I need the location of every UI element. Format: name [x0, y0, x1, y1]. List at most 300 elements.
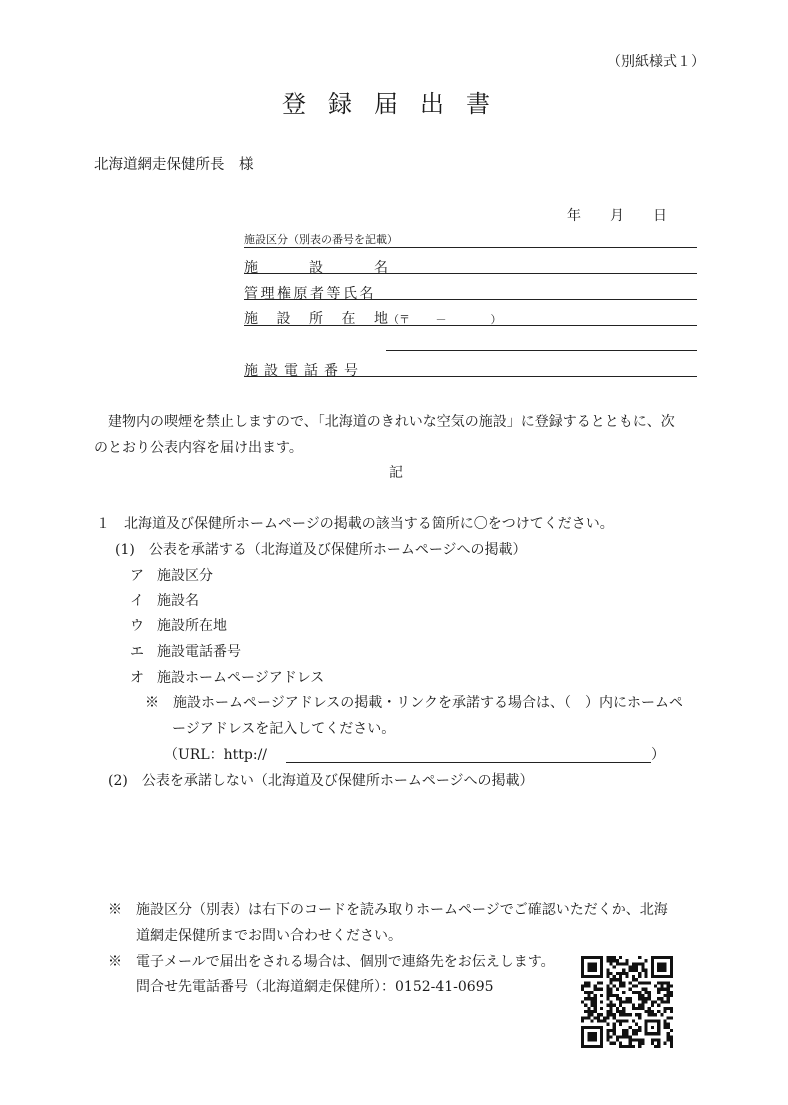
qr-module — [616, 978, 619, 981]
qr-module — [616, 1038, 619, 1041]
qr-module — [638, 1042, 641, 1045]
qr-module — [641, 962, 644, 965]
qr-module — [667, 1007, 670, 1010]
qr-module — [622, 1007, 625, 1010]
list-item — [130, 615, 227, 635]
qr-module — [613, 1026, 616, 1029]
qr-module — [619, 1000, 622, 1003]
field-name-label — [244, 257, 388, 277]
qr-module — [584, 1010, 587, 1013]
qr-module — [610, 991, 613, 994]
qr-module — [648, 1013, 651, 1016]
option-2-label: (2) 公表を承諾しない（北海道及び保健所ホームページへの掲載） — [108, 773, 534, 789]
qr-module — [644, 959, 647, 962]
qr-module — [635, 978, 638, 981]
qr-module — [613, 1029, 616, 1032]
qr-module — [616, 1007, 619, 1010]
list-item-mark: エ — [130, 644, 144, 660]
qr-module — [667, 1000, 670, 1003]
form-number: （別紙様式１） — [607, 54, 705, 70]
qr-module — [622, 1013, 625, 1016]
qr-module — [638, 972, 641, 975]
qr-module — [619, 985, 622, 988]
qr-module — [638, 981, 641, 984]
qr-module — [644, 981, 647, 984]
qr-module — [606, 975, 609, 978]
qr-module — [610, 1007, 613, 1010]
qr-module — [606, 969, 609, 972]
qr-module — [625, 1019, 628, 1022]
qr-module — [657, 1042, 660, 1045]
qr-module — [657, 988, 660, 991]
qr-module — [670, 985, 673, 988]
qr-module — [629, 1035, 632, 1038]
qr-module — [632, 1032, 635, 1035]
qr-module — [638, 1045, 641, 1048]
qr-module — [670, 1035, 673, 1038]
qr-module — [606, 991, 609, 994]
qr-module — [660, 981, 663, 984]
qr-module — [622, 1010, 625, 1013]
field-address-line-2[interactable] — [386, 350, 697, 351]
qr-module — [597, 1013, 600, 1016]
qr-module — [667, 1016, 670, 1019]
intro-line-2: のとおり公表内容を届け出ます。 — [94, 440, 303, 456]
qr-module — [619, 972, 622, 975]
qr-module — [641, 1007, 644, 1010]
qr-module — [635, 1013, 638, 1016]
qr-module — [584, 1016, 587, 1019]
qr-module — [625, 962, 628, 965]
qr-module — [638, 1029, 641, 1032]
postal-code-label: （〒 － ） — [388, 313, 502, 326]
qr-module — [651, 1010, 654, 1013]
qr-module — [619, 956, 622, 959]
qr-module — [635, 966, 638, 969]
qr-module — [635, 1032, 638, 1035]
qr-module — [587, 985, 590, 988]
qr-module — [635, 1038, 638, 1041]
qr-module — [603, 1016, 606, 1019]
qr-module — [638, 997, 641, 1000]
qr-module — [648, 1010, 651, 1013]
qr-module — [654, 985, 657, 988]
qr-module — [632, 969, 635, 972]
qr-module — [613, 1016, 616, 1019]
qr-module — [632, 966, 635, 969]
field-name-line[interactable] — [244, 273, 697, 274]
field-category-line[interactable] — [244, 247, 697, 248]
qr-module — [629, 1045, 632, 1048]
qr-module — [632, 1019, 635, 1022]
qr-module — [616, 988, 619, 991]
qr-module — [584, 1004, 587, 1007]
qr-module — [613, 1032, 616, 1035]
qr-module — [600, 981, 603, 984]
qr-module — [663, 1026, 666, 1029]
qr-module — [613, 994, 616, 997]
qr-module — [651, 1013, 654, 1016]
qr-module — [622, 1019, 625, 1022]
qr-module — [632, 962, 635, 965]
qr-module — [610, 962, 613, 965]
field-address-char-1: 施 — [244, 311, 258, 327]
qr-module — [625, 959, 628, 962]
qr-module — [660, 1013, 663, 1016]
field-address-char-3: 所 — [309, 311, 323, 327]
footer-note-2-line-1: ※ 電子メールで届出をされる場合は、個別で連絡先をお伝えします。 — [108, 954, 555, 970]
qr-module — [610, 956, 613, 959]
qr-module — [581, 1019, 584, 1022]
qr-module — [644, 972, 647, 975]
footer-note-1-line-2: 道網走保健所までお問い合わせください。 — [136, 928, 402, 944]
qr-module — [648, 981, 651, 984]
qr-module — [625, 997, 628, 1000]
qr-module — [667, 997, 670, 1000]
qr-module — [587, 991, 590, 994]
qr-module — [619, 1004, 622, 1007]
qr-module — [616, 1019, 619, 1022]
qr-module — [603, 1019, 606, 1022]
qr-module — [632, 991, 635, 994]
qr-module — [654, 1000, 657, 1003]
qr-module — [670, 1010, 673, 1013]
qr-module — [638, 956, 641, 959]
qr-module — [629, 1000, 632, 1003]
list-item-mark: オ — [130, 670, 144, 686]
qr-module — [616, 1035, 619, 1038]
qr-module — [606, 997, 609, 1000]
qr-module — [670, 1045, 673, 1048]
qr-module — [654, 1013, 657, 1016]
qr-module — [641, 1038, 644, 1041]
qr-module — [616, 962, 619, 965]
qr-module — [629, 1013, 632, 1016]
qr-module — [600, 1019, 603, 1022]
qr-module — [670, 1007, 673, 1010]
qr-module — [591, 1000, 594, 1003]
qr-module — [594, 1004, 597, 1007]
qr-module — [616, 994, 619, 997]
qr-module — [606, 972, 609, 975]
qr-module — [613, 959, 616, 962]
field-address-line[interactable] — [244, 325, 697, 326]
qr-module — [641, 1004, 644, 1007]
qr-module — [641, 988, 644, 991]
qr-module — [610, 988, 613, 991]
field-phone-label: 施設電話番号 — [244, 363, 364, 379]
qr-module — [594, 988, 597, 991]
qr-module — [613, 956, 616, 959]
qr-module — [622, 1029, 625, 1032]
qr-module — [638, 994, 641, 997]
qr-module — [670, 1042, 673, 1045]
qr-module — [587, 981, 590, 984]
qr-module — [610, 1000, 613, 1003]
url-input-line[interactable] — [286, 762, 651, 763]
qr-module — [613, 1023, 616, 1026]
qr-module — [632, 985, 635, 988]
footer-contact-phone: 問合せ先電話番号（北海道網走保健所）：0152-41-0695 — [136, 979, 494, 995]
qr-module — [587, 994, 590, 997]
list-item — [130, 667, 324, 687]
qr-module — [629, 981, 632, 984]
qr-module — [594, 1010, 597, 1013]
qr-module — [584, 981, 587, 984]
qr-module — [663, 1023, 666, 1026]
qr-module — [660, 985, 663, 988]
qr-module — [622, 1000, 625, 1003]
qr-module — [613, 1013, 616, 1016]
qr-module — [587, 1016, 590, 1019]
qr-module — [610, 959, 613, 962]
qr-module — [606, 985, 609, 988]
qr-module — [641, 969, 644, 972]
qr-module — [644, 991, 647, 994]
list-item-mark: ウ — [130, 618, 144, 634]
qr-module — [644, 1010, 647, 1013]
addressee: 北海道網走保健所長 様 — [94, 157, 254, 173]
field-address-char-5: 地 — [374, 311, 388, 327]
qr-module — [651, 1038, 654, 1041]
qr-module — [663, 1010, 666, 1013]
qr-module — [619, 997, 622, 1000]
field-phone-line[interactable] — [244, 376, 697, 377]
qr-module — [638, 991, 641, 994]
qr-module — [648, 997, 651, 1000]
qr-module — [616, 959, 619, 962]
qr-module — [641, 1042, 644, 1045]
list-item — [130, 590, 199, 610]
qr-module — [641, 981, 644, 984]
qr-module — [625, 1000, 628, 1003]
qr-module — [670, 994, 673, 997]
qr-module — [587, 1010, 590, 1013]
qr-module — [610, 981, 613, 984]
url-suffix: ） — [651, 747, 665, 763]
qr-module — [581, 1016, 584, 1019]
qr-module — [663, 1019, 666, 1022]
qr-module — [622, 981, 625, 984]
qr-module — [660, 997, 663, 1000]
qr-module — [663, 1000, 666, 1003]
qr-module — [619, 981, 622, 984]
qr-module — [651, 1000, 654, 1003]
qr-module — [619, 1042, 622, 1045]
qr-module — [606, 1010, 609, 1013]
qr-module — [654, 1038, 657, 1041]
qr-module — [629, 988, 632, 991]
qr-module — [657, 1045, 660, 1048]
qr-module — [660, 1000, 663, 1003]
qr-module — [648, 1007, 651, 1010]
qr-module — [610, 972, 613, 975]
qr-module — [619, 1023, 622, 1026]
qr-module — [667, 1038, 670, 1041]
date-year-label: 年 — [567, 208, 581, 224]
intro-line-1: 建物内の喫煙を禁止しますので、「北海道のきれいな空気の施設」に登録するとともに、次 — [108, 414, 675, 430]
qr-module — [616, 1010, 619, 1013]
qr-module — [654, 1045, 657, 1048]
qr-module — [667, 1032, 670, 1035]
qr-module — [600, 1007, 603, 1010]
qr-module — [625, 972, 628, 975]
item-1-heading: １ 北海道及び保健所ホームページの掲載の該当する箇所に〇をつけてください。 — [96, 516, 614, 532]
qr-module — [644, 988, 647, 991]
qr-module — [622, 972, 625, 975]
qr-module — [632, 978, 635, 981]
qr-code-icon[interactable] — [581, 956, 673, 1048]
qr-module — [613, 978, 616, 981]
qr-module — [619, 1035, 622, 1038]
field-address-char-2: 設 — [276, 311, 291, 327]
qr-module — [587, 1013, 590, 1016]
list-item-label: 施設名 — [157, 593, 199, 609]
qr-module — [591, 1010, 594, 1013]
qr-module — [660, 988, 663, 991]
qr-module — [606, 1035, 609, 1038]
qr-module — [629, 997, 632, 1000]
qr-module — [638, 1038, 641, 1041]
qr-module — [591, 997, 594, 1000]
list-item-label: 施設区分 — [157, 568, 213, 584]
qr-module — [641, 966, 644, 969]
qr-module — [619, 1010, 622, 1013]
qr-module — [610, 1029, 613, 1032]
page-title: 登録届出書 — [282, 90, 512, 118]
list-item — [130, 641, 241, 661]
qr-module — [594, 985, 597, 988]
list-item-mark: ア — [130, 568, 144, 584]
qr-module — [584, 991, 587, 994]
qr-module — [644, 969, 647, 972]
list-item-mark: イ — [130, 593, 144, 609]
qr-module — [651, 1004, 654, 1007]
qr-module — [606, 1029, 609, 1032]
qr-module — [667, 1023, 670, 1026]
qr-module — [632, 1004, 635, 1007]
qr-module — [670, 991, 673, 994]
qr-module — [587, 1007, 590, 1010]
date-month-label: 月 — [610, 208, 624, 224]
qr-module — [629, 969, 632, 972]
qr-module — [591, 991, 594, 994]
qr-module — [606, 1032, 609, 1035]
qr-module — [619, 975, 622, 978]
option-1-label: (1) 公表を承諾する（北海道及び保健所ホームページへの掲載） — [115, 542, 527, 558]
qr-module — [670, 1029, 673, 1032]
qr-module — [597, 1019, 600, 1022]
qr-module — [581, 985, 584, 988]
qr-module — [610, 978, 613, 981]
list-item-label: 施設電話番号 — [157, 644, 241, 660]
field-name-char-1: 施 — [244, 260, 258, 276]
qr-module — [657, 981, 660, 984]
qr-module — [657, 997, 660, 1000]
qr-module — [629, 966, 632, 969]
qr-module — [635, 985, 638, 988]
qr-module — [625, 1032, 628, 1035]
qr-module — [635, 1007, 638, 1010]
qr-module — [584, 997, 587, 1000]
qr-module — [641, 994, 644, 997]
field-manager-label: 管理権原者等氏名 — [244, 286, 376, 302]
qr-module — [613, 1042, 616, 1045]
qr-module — [610, 1042, 613, 1045]
qr-module — [629, 1038, 632, 1041]
qr-module — [622, 1035, 625, 1038]
field-name-char-2: 設 — [309, 260, 323, 276]
qr-module — [657, 1004, 660, 1007]
qr-module — [606, 1023, 609, 1026]
qr-module — [597, 1016, 600, 1019]
qr-module — [663, 988, 666, 991]
qr-module — [610, 994, 613, 997]
qr-module — [606, 956, 609, 959]
qr-module — [610, 1004, 613, 1007]
qr-module — [638, 1026, 641, 1029]
qr-module — [641, 1000, 644, 1003]
qr-module — [610, 1010, 613, 1013]
qr-module — [606, 1038, 609, 1041]
qr-module — [616, 997, 619, 1000]
qr-module — [638, 1016, 641, 1019]
qr-module — [594, 1000, 597, 1003]
qr-module — [619, 962, 622, 965]
qr-module — [625, 1013, 628, 1016]
qr-module — [600, 1000, 603, 1003]
qr-module — [591, 1004, 594, 1007]
qr-module — [667, 981, 670, 984]
qr-module — [594, 1016, 597, 1019]
qr-module — [657, 1010, 660, 1013]
qr-module — [632, 1007, 635, 1010]
qr-module — [635, 969, 638, 972]
qr-module — [619, 1045, 622, 1048]
qr-module — [632, 1029, 635, 1032]
ki-heading: 記 — [389, 465, 403, 481]
qr-module — [663, 981, 666, 984]
qr-module — [581, 988, 584, 991]
field-address-char-4: 在 — [341, 311, 356, 327]
qr-module — [625, 1045, 628, 1048]
qr-module — [648, 994, 651, 997]
qr-module — [610, 1035, 613, 1038]
qr-module — [657, 1038, 660, 1041]
qr-module — [663, 1007, 666, 1010]
qr-module — [629, 1042, 632, 1045]
qr-module — [606, 959, 609, 962]
qr-module — [622, 969, 625, 972]
qr-module — [638, 1013, 641, 1016]
qr-module — [597, 988, 600, 991]
qr-module — [663, 994, 666, 997]
qr-module — [638, 975, 641, 978]
field-name-char-3: 名 — [374, 260, 388, 276]
qr-module — [648, 991, 651, 994]
qr-module — [632, 1038, 635, 1041]
date-day-label: 日 — [653, 208, 667, 224]
qr-module — [638, 1004, 641, 1007]
qr-module — [625, 975, 628, 978]
homepage-note-line-2: ージアドレスを記入してください。 — [172, 721, 396, 737]
list-item-label: 施設ホームページアドレス — [157, 670, 325, 686]
qr-module — [625, 1029, 628, 1032]
qr-module — [644, 997, 647, 1000]
qr-module — [616, 972, 619, 975]
field-manager-line[interactable] — [244, 299, 697, 300]
qr-module — [622, 962, 625, 965]
